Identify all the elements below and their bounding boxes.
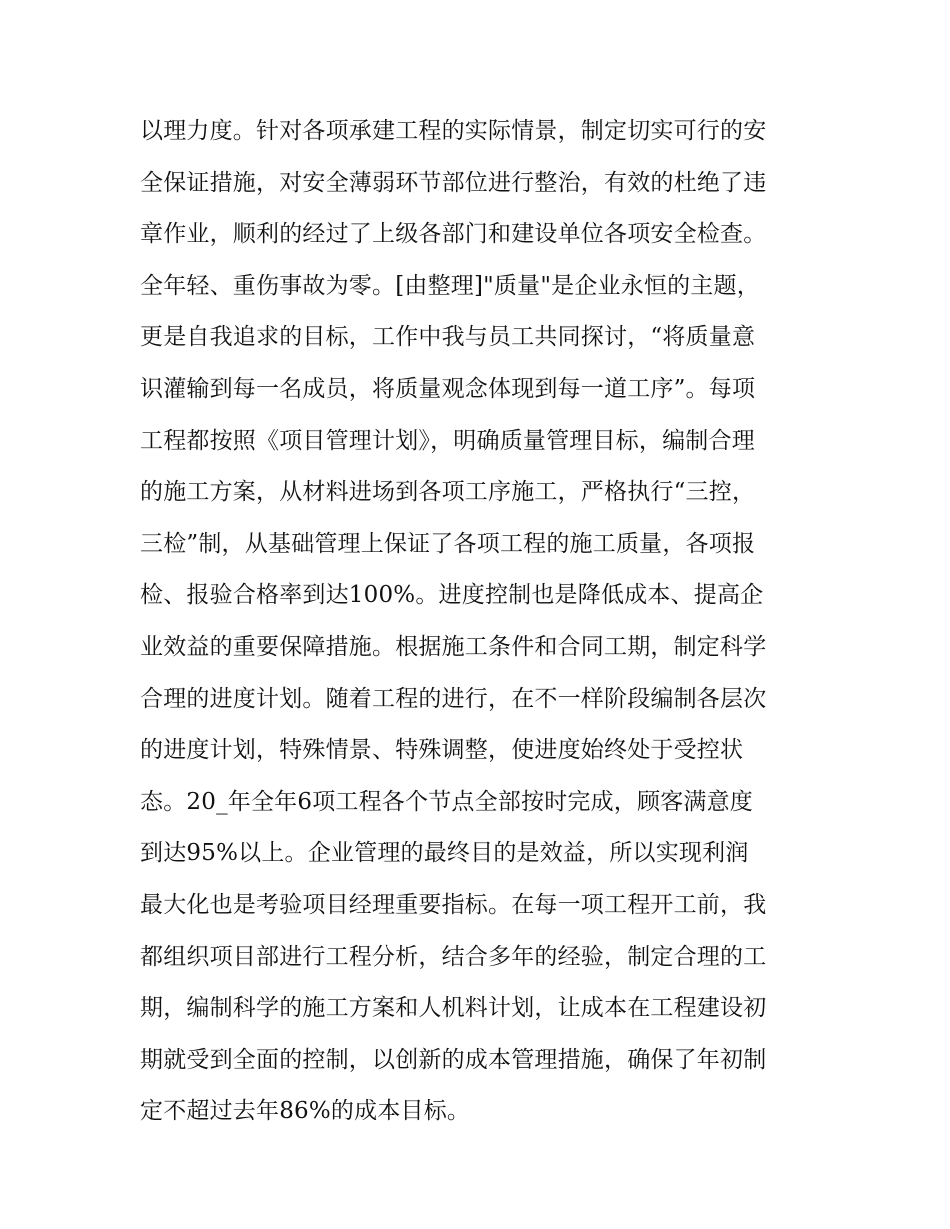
text-line: 全保证措施，对安全薄弱环节部位进行整治，有效的杜绝了违 — [140, 169, 767, 196]
text-line: 定不超过去年86%的成本目标。 — [140, 1098, 471, 1125]
text-line: 都组织项目部进行工程分析，结合多年的经验，制定合理的工 — [140, 943, 767, 970]
text-line: 业效益的重要保障措施。根据施工条件和合同工期，制定科学 — [140, 633, 767, 660]
text-line: 检、报验合格率到达100%。进度控制也是降低成本、提高企 — [140, 582, 764, 609]
text-line: 期，编制科学的施工方案和人机料计划，让成本在工程建设初 — [140, 995, 767, 1022]
text-line: 识灌输到每一名成员，将质量观念体现到每一道工序”。每项 — [140, 375, 756, 402]
text-line: 期就受到全面的控制，以创新的成本管理措施，确保了年初制 — [140, 1046, 767, 1073]
text-line: 的进度计划，特殊情景、特殊调整，使进度始终处于受控状 — [140, 737, 744, 764]
text-line: 到达95%以上。企业管理的最终目的是效益，所以实现利润 — [140, 840, 749, 867]
text-line: 三检”制，从基础管理上保证了各项工程的施工质量，各项报 — [140, 530, 756, 557]
text-line: 工程都按照《项目管理计划》，明确质量管理目标，编制合理 — [140, 427, 755, 454]
text-line: 更是自我追求的目标，工作中我与员工共同探讨，“将质量意 — [140, 324, 756, 351]
body-paragraph — [140, 106, 820, 1138]
text-line: 全年轻、重伤事故为零。[由整理]"质量"是企业永恒的主题， — [140, 272, 760, 299]
text-line: 态。20_年全年6项工程各个节点全部按时完成，顾客满意度 — [140, 788, 753, 815]
text-line: 以理力度。针对各项承建工程的实际情景，制定切实可行的安 — [140, 118, 767, 144]
text-line: 章作业，顺利的经过了上级各部门和建设单位各项安全检查。 — [140, 221, 767, 248]
text-line: 最大化也是考验项目经理重要指标。在每一项工程开工前，我 — [140, 891, 767, 918]
text-line: 合理的进度计划。随着工程的进行，在不一样阶段编制各层次 — [140, 685, 767, 712]
text-line: 的施工方案，从材料进场到各项工序施工，严格执行“三控， — [140, 479, 756, 506]
